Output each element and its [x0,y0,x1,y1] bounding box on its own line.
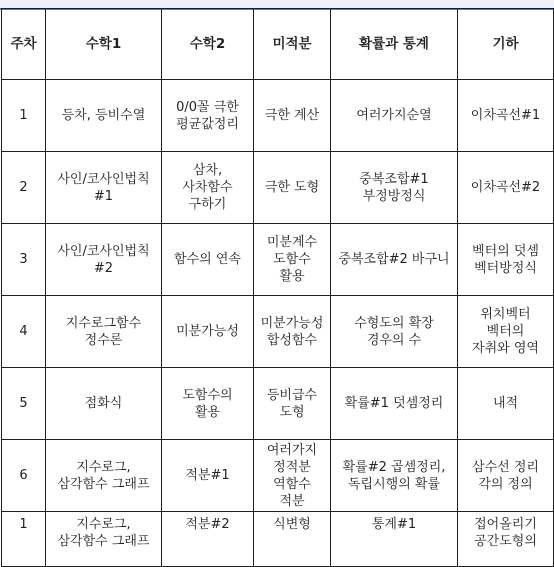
probability-cell: 중복조합#1 부정방정식 [331,152,458,224]
week-cell: 4 [2,296,46,368]
table-row [2,440,554,512]
math1-cell: 지수로그함수 정수론 [46,296,162,368]
probability-cell: 통계#1 [331,512,458,567]
geometry-cell: 내적 [458,368,554,440]
math2-cell: 도함수의 활용 [162,368,254,440]
table-row [2,152,554,224]
geometry-cell: 벡터의 덧셈 벡터방정식 [458,224,554,296]
header-week: 주차 [2,9,46,80]
math2-cell: 0/0꼴 극한 평균값정리 [162,80,254,152]
math2-cell: 적분#2 [162,512,254,567]
probability-cell: 중복조합#2 바구니 [331,224,458,296]
math2-cell: 삼차, 사차함수 구하기 [162,152,254,224]
geometry-cell: 위치벡터 벡터의 자취와 영역 [458,296,554,368]
math1-cell: 지수로그, 삼각함수 그래프 [46,512,162,567]
curriculum-schedule-table [1,8,554,567]
calculus-cell: 미분계수 도함수 활용 [254,224,331,296]
week-cell: 2 [2,152,46,224]
math1-cell: 사인/코사인법칙 #1 [46,152,162,224]
probability-cell: 여러가지순열 [331,80,458,152]
header-probability-statistics: 확률과 통계 [331,9,458,80]
week-cell: 1 [2,80,46,152]
header-math1: 수학1 [46,9,162,80]
geometry-cell: 삼수선 정리 각의 정의 [458,440,554,512]
table-row [2,296,554,368]
probability-cell: 수형도의 확장 경우의 수 [331,296,458,368]
week-cell: 5 [2,368,46,440]
probability-cell: 확률#1 덧셈정리 [331,368,458,440]
math2-cell: 미분가능성 [162,296,254,368]
calculus-cell: 극한 도형 [254,152,331,224]
math1-cell: 지수로그, 삼각함수 그래프 [46,440,162,512]
geometry-cell: 이차곡선#2 [458,152,554,224]
table-row [2,224,554,296]
probability-cell: 확률#2 곱셈정리, 독립시행의 확률 [331,440,458,512]
table-row [2,368,554,440]
math1-cell: 등차, 등비수열 [46,80,162,152]
math1-cell: 점화식 [46,368,162,440]
math2-cell: 적분#1 [162,440,254,512]
calculus-cell: 등비급수 도형 [254,368,331,440]
table-row [2,80,554,152]
calculus-cell: 여러가지 정적분 역함수 적분 [254,440,331,512]
geometry-cell: 이차곡선#1 [458,80,554,152]
math1-cell: 사인/코사인법칙 #2 [46,224,162,296]
geometry-cell: 접어올리기 공간도형의 [458,512,554,567]
calculus-cell: 미분가능성 합성함수 [254,296,331,368]
header-calculus: 미적분 [254,9,331,80]
math2-cell: 함수의 연속 [162,224,254,296]
table-header-row [2,9,554,80]
calculus-cell: 극한 계산 [254,80,331,152]
header-math2: 수학2 [162,9,254,80]
week-cell: 6 [2,440,46,512]
table-row [2,512,554,567]
week-cell: 1 [2,512,46,567]
week-cell: 3 [2,224,46,296]
header-geometry: 기하 [458,9,554,80]
calculus-cell: 식변형 [254,512,331,567]
